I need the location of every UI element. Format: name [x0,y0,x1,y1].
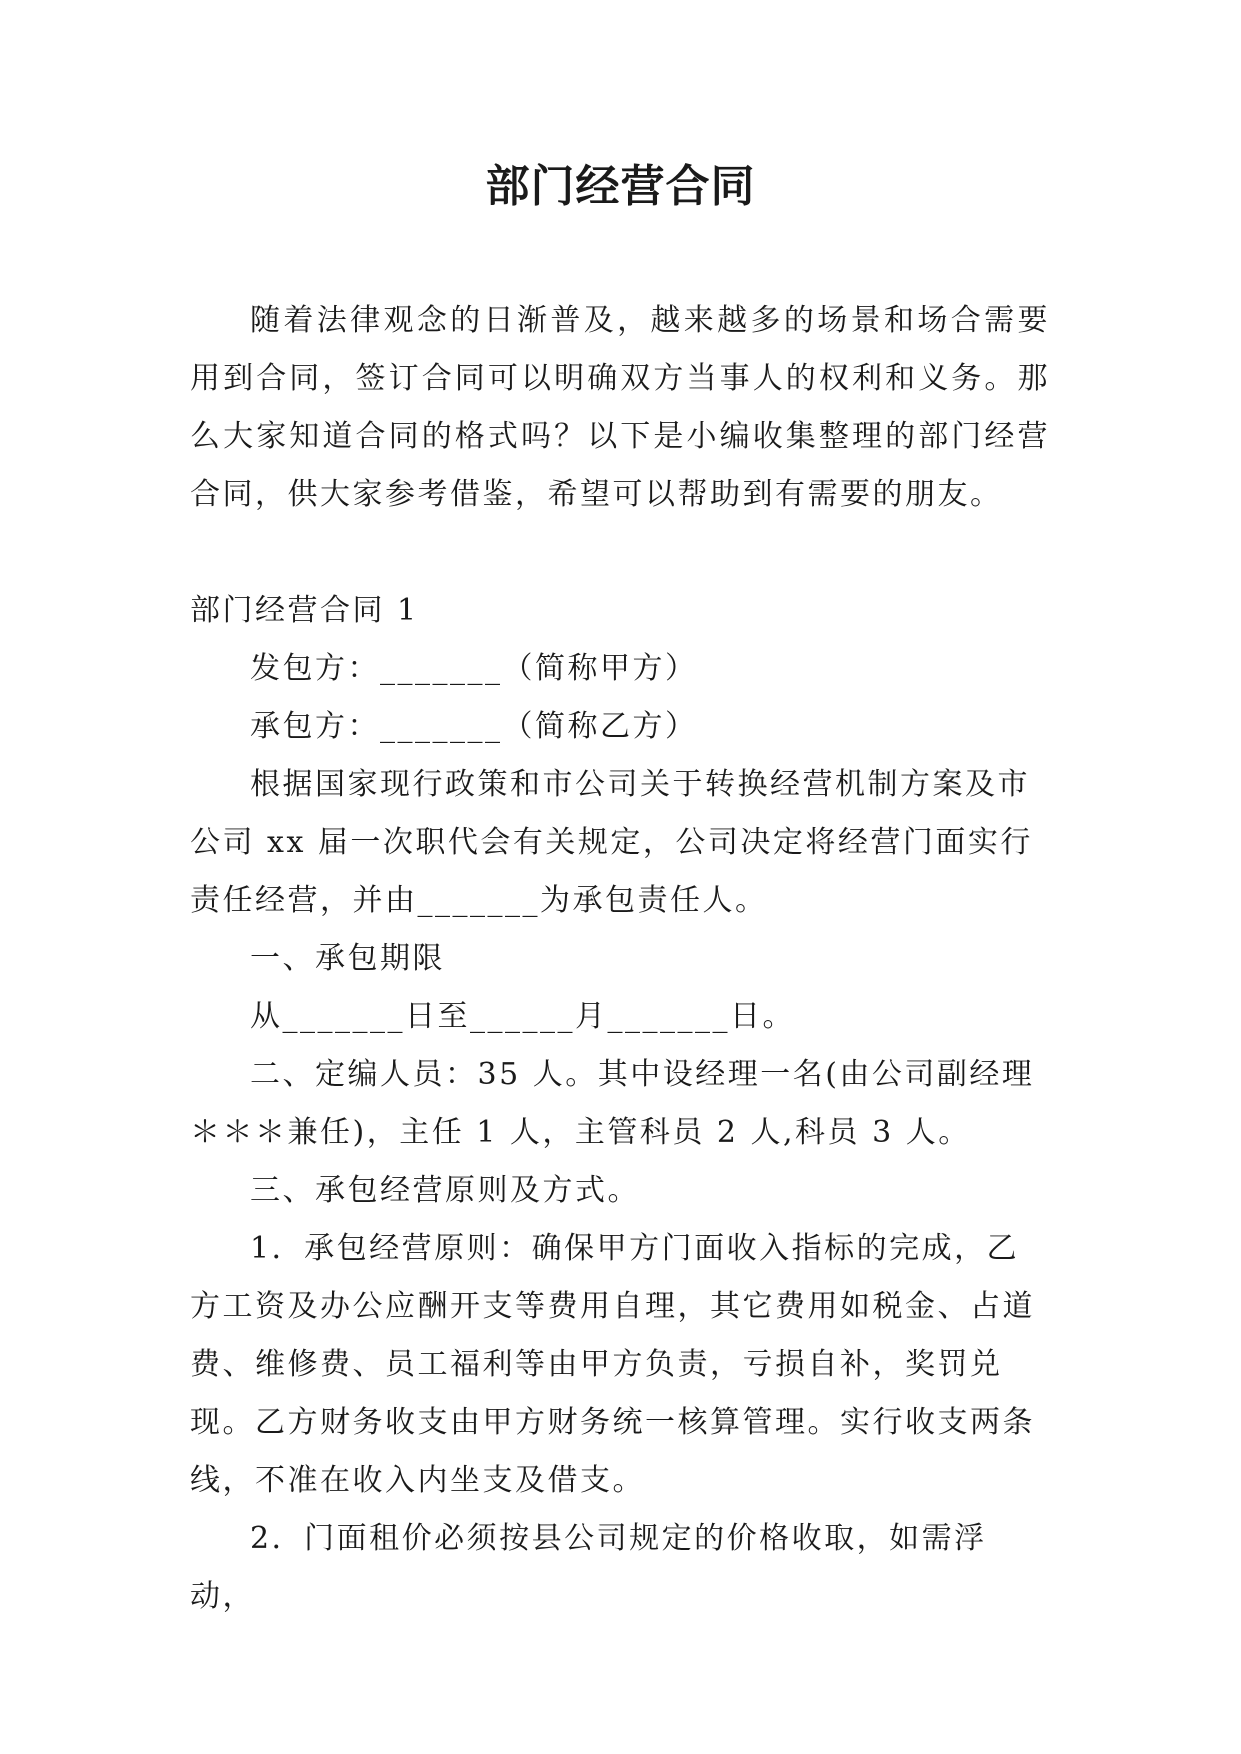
clause-heading-principles: 三、承包经营原则及方式。 [250,1173,640,1208]
clause-heading-term: 一、承包期限 [250,941,445,976]
basis-paragraph: 根据国家现行政策和市公司关于转换经营机制方案及市公司 xx 届一次职代会有关规定，公司决定将经营门面实行责任经营，并由_______为承包责任人。 [190,767,1033,918]
staffing-paragraph: 二、定编人员：35 人。其中设经理一名(由公司副经理＊＊＊兼任)，主任 1 人，主管科员 2 人,科员 3 人。 [190,1057,1035,1150]
term-paragraph: 从_______日至______月_______日。 [250,999,795,1034]
document-body [190,292,1050,1626]
party-b-line: 承包方：_______（简称乙方） [250,709,698,744]
principle-2-paragraph: 2．门面租价必须按县公司规定的价格收取，如需浮动， [190,1521,987,1614]
spacer [190,524,1050,582]
intro-paragraph: 随着法律观念的日渐普及，越来越多的场景和场合需要用到合同，签订合同可以明确双方当事人的权利和义务。那么大家知道合同的格式吗？以下是小编收集整理的部门经营合同，供大家参考借鉴，希望可以帮助到有需要的朋友。 [190,303,1050,512]
section-heading: 部门经营合同 1 [190,593,419,628]
document-title: 部门经营合同 [485,161,756,212]
principle-1-paragraph: 1．承包经营原则：确保甲方门面收入指标的完成，乙方工资及办公应酬开支等费用自理，其它费用如税金、占道费、维修费、员工福利等由甲方负责，亏损自补，奖罚兑现。乙方财务收支由甲方财务统一核算管理。实行收支两条线，不准在收入内坐支及借支。 [190,1231,1035,1498]
party-a-line: 发包方：_______（简称甲方） [250,651,698,686]
